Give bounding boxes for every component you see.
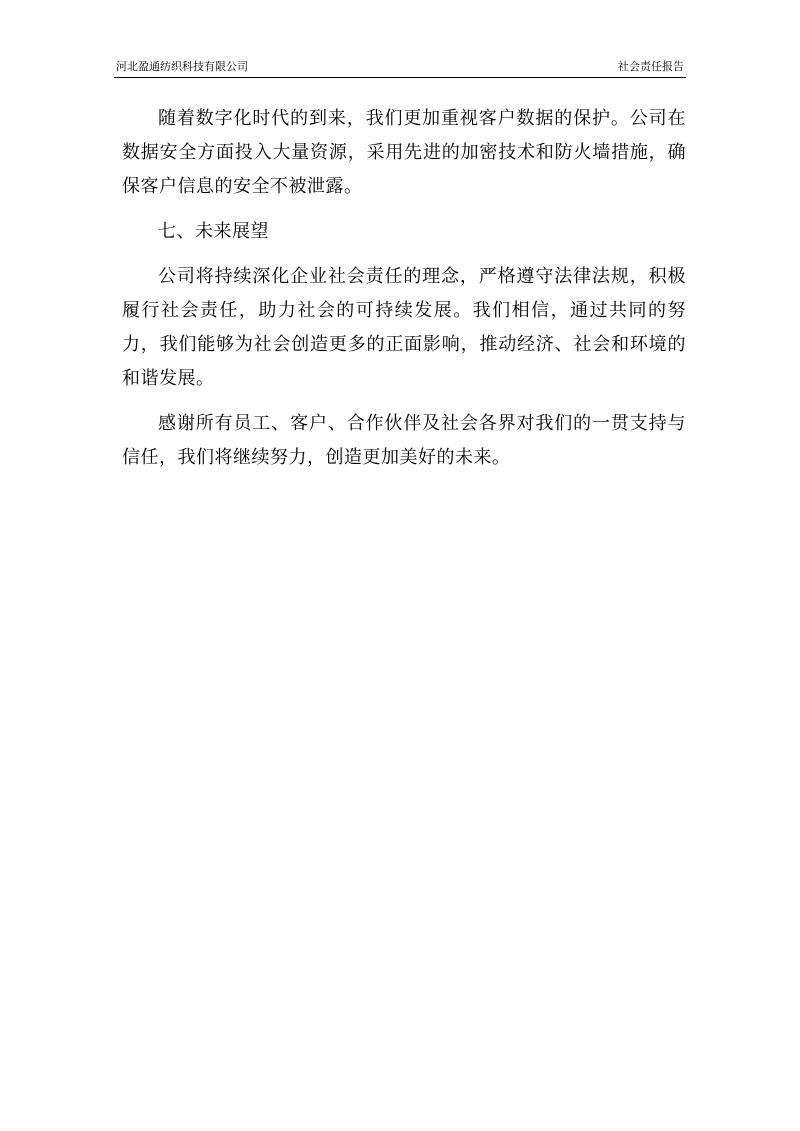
paragraph-acknowledgement: 感谢所有员工、客户、合作伙伴及社会各界对我们的一贯支持与信任，我们将继续努力，创造更加美好的未来。 xyxy=(122,413,686,468)
document-body xyxy=(122,102,686,486)
header-company-name: 河北盈通纺织科技有限公司 xyxy=(116,60,248,73)
header-report-title: 社会责任报告 xyxy=(618,60,684,73)
paragraph-future-outlook: 公司将持续深化企业社会责任的理念，严格遵守法律法规，积极履行社会责任，助力社会的可持续发展。我们相信，通过共同的努力，我们能够为社会创造更多的正面影响，推动经济、社会和环境的和谐发展。 xyxy=(122,266,686,389)
section-heading-future-outlook: 七、未来展望 xyxy=(158,221,269,242)
paragraph-data-security: 随着数字化时代的到来，我们更加重视客户数据的保护。公司在数据安全方面投入大量资源，采用先进的加密技术和防火墙措施，确保客户信息的安全不被泄露。 xyxy=(122,108,686,197)
page-header xyxy=(114,57,686,78)
